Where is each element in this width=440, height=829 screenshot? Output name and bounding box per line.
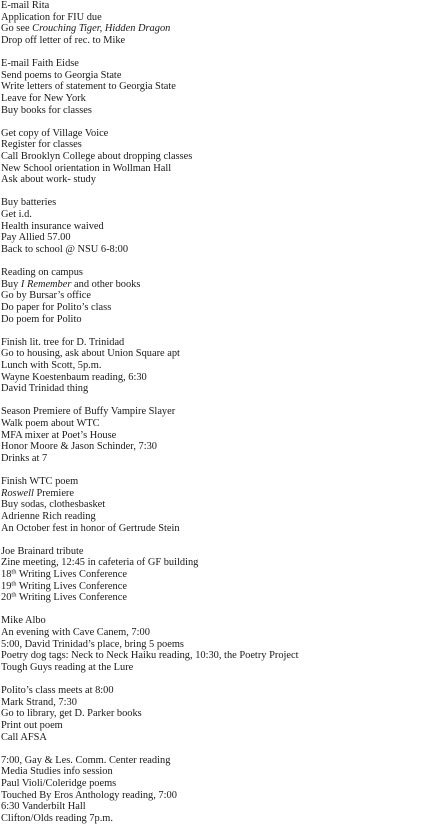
line-text: Adrienne Rich reading [1, 511, 96, 523]
todo-line [1, 708, 440, 720]
todo-line [1, 790, 440, 802]
todo-line [1, 383, 440, 395]
line-text: Pay Allied 57.00 [1, 232, 71, 244]
line-text: Go to library, get D. Parker books [1, 708, 142, 720]
line-text: Lunch with Scott, 5p.m. [1, 360, 102, 372]
todo-line [1, 627, 440, 639]
todo-group [1, 337, 440, 395]
todo-line [1, 453, 440, 465]
italic-title: Crouching Tiger, Hidden Dragon [32, 23, 171, 35]
todo-line [1, 244, 440, 256]
line-text: Health insurance waived [1, 220, 104, 232]
ordinal-suffix: th [11, 580, 17, 588]
line-text: 18 [1, 569, 12, 581]
line-text: Writing Lives Conference [16, 592, 127, 604]
line-text: Buy batteries [1, 197, 57, 209]
todo-line [1, 499, 440, 511]
todo-line [1, 418, 440, 430]
line-text: Mark Strand, 7:30 [1, 696, 77, 708]
todo-group [1, 406, 440, 464]
line-text: An October fest in honor of Gertrude Stein [1, 522, 180, 534]
line-text: Clifton/Olds reading 7p.m. [1, 813, 113, 825]
line-text: David Trinidad thing [1, 383, 89, 395]
todo-group [1, 58, 440, 116]
todo-line [1, 523, 440, 535]
line-text: Buy [1, 278, 21, 290]
line-text: Ask about work- study [1, 174, 96, 186]
todo-line [1, 174, 440, 186]
line-text: Go see [1, 23, 33, 35]
todo-line [1, 732, 440, 744]
ordinal-suffix: th [11, 569, 17, 576]
ordinal-suffix: th [11, 592, 17, 599]
line-text: Tough Guys reading at the Lure [1, 662, 134, 674]
todo-line [1, 81, 440, 93]
todo-line [1, 650, 440, 662]
line-text: Premiere [33, 487, 75, 499]
line-text: Buy sodas, clothesbasket [1, 499, 106, 511]
italic-title: Roswell [1, 487, 34, 499]
todo-line [1, 35, 440, 47]
todo-line [1, 511, 440, 523]
line-text: Mike Albo [1, 615, 46, 627]
todo-line [1, 128, 440, 140]
todo-line [1, 314, 440, 326]
line-text: Polito’s class meets at 8:00 [1, 685, 114, 697]
line-text: E-mail Faith Eidse [1, 58, 79, 70]
todo-line [1, 151, 440, 163]
line-text: New School orientation in Wollman Hall [1, 162, 172, 174]
line-text: Register for classes [1, 139, 82, 151]
todo-line [1, 209, 440, 221]
todo-line [1, 221, 440, 233]
line-text: Paul Violi/Coleridge poems [1, 778, 117, 790]
line-text: Finish WTC poem [1, 476, 79, 488]
todo-group [1, 615, 440, 673]
line-text: MFA mixer at Poet’s House [1, 429, 117, 441]
todo-line [1, 476, 440, 488]
todo-line [1, 372, 440, 384]
todo-line [1, 279, 440, 291]
line-text: Get copy of Village Voice [1, 127, 109, 139]
line-text: 7:00, Gay & Les. Comm. Center reading [1, 754, 171, 766]
line-text: Drinks at 7 [1, 453, 48, 464]
line-text: Media Studies info session [1, 766, 113, 778]
todo-line [1, 302, 440, 314]
line-text: Call AFSA [1, 731, 47, 743]
todo-line [1, 337, 440, 349]
line-text: Buy books for classes [1, 104, 92, 116]
todo-line [1, 557, 440, 569]
todo-line [1, 813, 440, 825]
line-text: Print out poem [1, 720, 63, 732]
todo-group [1, 755, 440, 825]
todo-group [1, 197, 440, 255]
todo-line [1, 197, 440, 209]
todo-line [1, 592, 440, 604]
todo-line [1, 546, 440, 558]
todo-line [1, 232, 440, 244]
line-text: Writing Lives Conference [16, 580, 127, 592]
line-text: Write letters of statement to Georgia State [1, 81, 176, 93]
todo-line [1, 766, 440, 778]
todo-group [1, 128, 440, 186]
todo-line [1, 105, 440, 117]
todo-line [1, 697, 440, 709]
todo-line [1, 569, 440, 581]
line-text: 6:30 Vanderbilt Hall [1, 801, 86, 813]
todo-line [1, 139, 440, 151]
line-text: Reading on campus [1, 267, 83, 279]
line-text: Poetry dog tags: Neck to Neck Haiku reading, 10:30, the Poetry Project [1, 650, 299, 662]
line-text: 20 [1, 592, 12, 604]
line-text: 19 [1, 580, 12, 592]
line-text: Leave for New York [1, 92, 86, 104]
todo-line [1, 23, 440, 35]
todo-line [1, 290, 440, 302]
todo-line [1, 0, 440, 12]
line-text: Drop off letter of rec. to Mike [1, 34, 126, 46]
todo-line [1, 267, 440, 279]
line-text: Touched By Eros Anthology reading, 7:00 [1, 789, 177, 801]
todo-line [1, 430, 440, 442]
todo-line [1, 581, 440, 593]
todo-line [1, 488, 440, 500]
line-text: E-mail Rita [1, 0, 50, 11]
todo-group [1, 267, 440, 325]
todo-line [1, 685, 440, 697]
line-text: Go by Bursar’s office [1, 290, 91, 302]
line-text: Back to school @ NSU 6-8:00 [1, 243, 129, 255]
line-text: Call Brooklyn College about dropping classes [1, 151, 193, 162]
line-text: Zine meeting, 12:45 in cafeteria of GF building [1, 557, 199, 569]
line-text: Get i.d. [1, 209, 32, 221]
line-text: An evening with Cave Canem, 7:00 [1, 627, 150, 639]
todo-group [1, 546, 440, 604]
todo-line [1, 360, 440, 372]
line-text: Finish lit. tree for D. Trinidad [1, 336, 125, 348]
line-text: Writing Lives Conference [16, 569, 127, 581]
todo-line [1, 639, 440, 651]
line-text: Go to housing, ask about Union Square apt [1, 348, 180, 360]
todo-line [1, 801, 440, 813]
todo-line [1, 441, 440, 453]
line-text: Do paper for Polito’s class [1, 302, 112, 313]
todo-line [1, 406, 440, 418]
italic-title: I Remember [20, 278, 72, 290]
line-text: Honor Moore & Jason Schinder, 7:30 [1, 441, 158, 453]
line-text: Do poem for Polito [1, 313, 82, 325]
line-text: Joe Brainard tribute [1, 545, 84, 557]
line-text: 5:00, David Trinidad’s place, bring 5 poems [1, 638, 184, 650]
todo-line [1, 12, 440, 24]
todo-line [1, 93, 440, 105]
line-text: Season Premiere of Buffy Vampire Slayer [1, 406, 176, 418]
todo-line [1, 348, 440, 360]
todo-line [1, 70, 440, 82]
todo-line [1, 163, 440, 175]
todo-line [1, 755, 440, 767]
line-text: Walk poem about WTC [1, 418, 100, 430]
line-text: Application for FIU due [1, 11, 102, 23]
line-text: Wayne Koestenbaum reading, 6:30 [1, 371, 147, 383]
todo-line [1, 720, 440, 732]
todo-group [1, 0, 440, 47]
line-text: and other books [71, 278, 141, 290]
todo-line [1, 615, 440, 627]
todo-line [1, 662, 440, 674]
todo-line [1, 778, 440, 790]
todo-line [1, 58, 440, 70]
line-text: Send poems to Georgia State [1, 69, 122, 81]
todo-group [1, 476, 440, 534]
todo-group [1, 685, 440, 743]
